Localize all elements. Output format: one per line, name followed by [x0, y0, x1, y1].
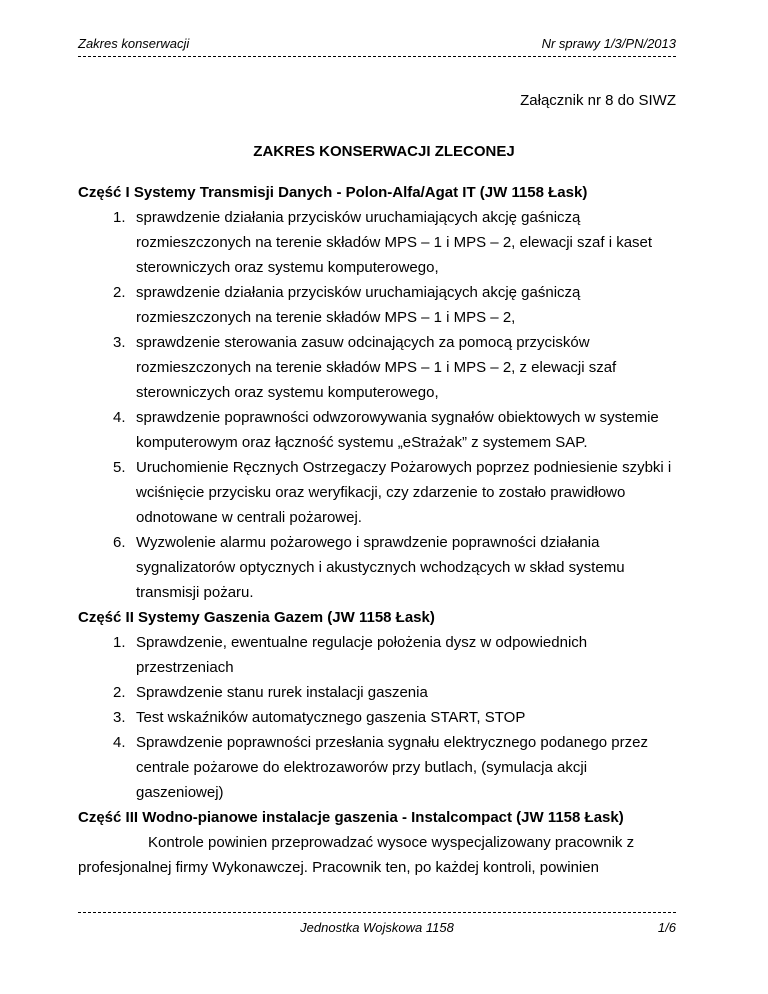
- footer-unit-name: Jednostka Wojskowa 1158: [300, 920, 454, 935]
- footer-divider: [78, 912, 676, 913]
- list-number: 4.: [113, 734, 126, 751]
- list-item-text: Test wskaźników automatycznego gaszenia START, STOP: [136, 709, 526, 726]
- document-title: ZAKRES KONSERWACJI ZLECONEJ: [253, 143, 515, 160]
- list-item: [78, 455, 678, 530]
- section-1-list: [78, 205, 678, 605]
- list-item: [78, 405, 678, 455]
- list-item-text: Sprawdzenie stanu rurek instalacji gaszenia: [136, 684, 428, 701]
- list-item: [78, 705, 678, 730]
- list-number: 3.: [113, 334, 126, 351]
- page-number: 1/6: [657, 920, 676, 935]
- section-heading-1: Część I Systemy Transmisji Danych - Polon-Alfa/Agat IT (JW 1158 Łask): [78, 184, 588, 201]
- list-item-text: sprawdzenie działania przycisków uruchamiających akcję gaśniczą rozmieszczonych na terenie składów MPS – 1 i MPS – 2,: [136, 284, 581, 326]
- annex-label: Załącznik nr 8 do SIWZ: [520, 92, 676, 109]
- list-item-text: Wyzwolenie alarmu pożarowego i sprawdzenie poprawności działania sygnalizatorów optycznych i akustycznych wchodzących w skład systemu transmisji pożaru.: [136, 534, 625, 601]
- header-case-number: Nr sprawy 1/3/PN/2013: [541, 36, 676, 51]
- list-number: 3.: [113, 709, 126, 726]
- list-item-text: sprawdzenie poprawności odwzorowywania sygnałów obiektowych w systemie komputerowym oraz łączność systemu „eStrażak” z systemem SAP.: [136, 409, 659, 451]
- section-heading-2: Część II Systemy Gaszenia Gazem (JW 1158 Łask): [78, 609, 435, 626]
- list-item: [78, 330, 678, 405]
- list-item-text: Sprawdzenie, ewentualne regulacje położenia dysz w odpowiednich przestrzeniach: [136, 634, 588, 676]
- list-number: 6.: [113, 534, 126, 551]
- list-item: [78, 630, 678, 680]
- list-number: 4.: [113, 409, 126, 426]
- list-item-text: Sprawdzenie poprawności przesłania sygnału elektrycznego podanego przez centrale pożarowe do elektrozaworów przy butlach, (symulacja akcji gaszeniowej): [136, 734, 648, 801]
- list-item: [78, 205, 678, 280]
- header-divider: [78, 56, 676, 57]
- section-3-paragraph: Kontrole powinien przeprowadzać wysoce wyspecjalizowany pracownik z profesjonalnej firmy Wykonawczej. Pracownik ten, po każdej kontroli, powinien: [78, 834, 635, 876]
- header-left-text: Zakres konserwacji: [78, 36, 190, 51]
- page-header: [78, 36, 676, 51]
- list-number: 1.: [113, 634, 126, 651]
- document-body: [78, 180, 678, 880]
- list-item-text: sprawdzenie sterowania zasuw odcinających za pomocą przycisków rozmieszczonych na terenie składów MPS – 1 i MPS – 2, z elewacji szaf sterowniczych oraz systemu komputerowego,: [136, 334, 617, 401]
- list-number: 2.: [113, 684, 126, 701]
- list-item-text: sprawdzenie działania przycisków uruchamiających akcję gaśniczą rozmieszczonych na terenie składów MPS – 1 i MPS – 2, elewacji szaf i kaset sterowniczych oraz systemu komputerowego,: [136, 209, 653, 276]
- list-number: 5.: [113, 459, 126, 476]
- section-heading-3: Część III Wodno-pianowe instalacje gaszenia - Instalcompact (JW 1158 Łask): [78, 809, 624, 826]
- section-2-list: [78, 630, 678, 805]
- list-item-text: Uruchomienie Ręcznych Ostrzegaczy Pożarowych poprzez podniesienie szybki i wciśnięcie przycisku oraz weryfikacji, czy zdarzenie to zostało prawidłowo odnotowane w centrali pożarowej.: [136, 459, 672, 526]
- list-item: [78, 530, 678, 605]
- list-item: [78, 730, 678, 805]
- list-number: 1.: [113, 209, 126, 226]
- list-item: [78, 680, 678, 705]
- list-item: [78, 280, 678, 330]
- list-number: 2.: [113, 284, 126, 301]
